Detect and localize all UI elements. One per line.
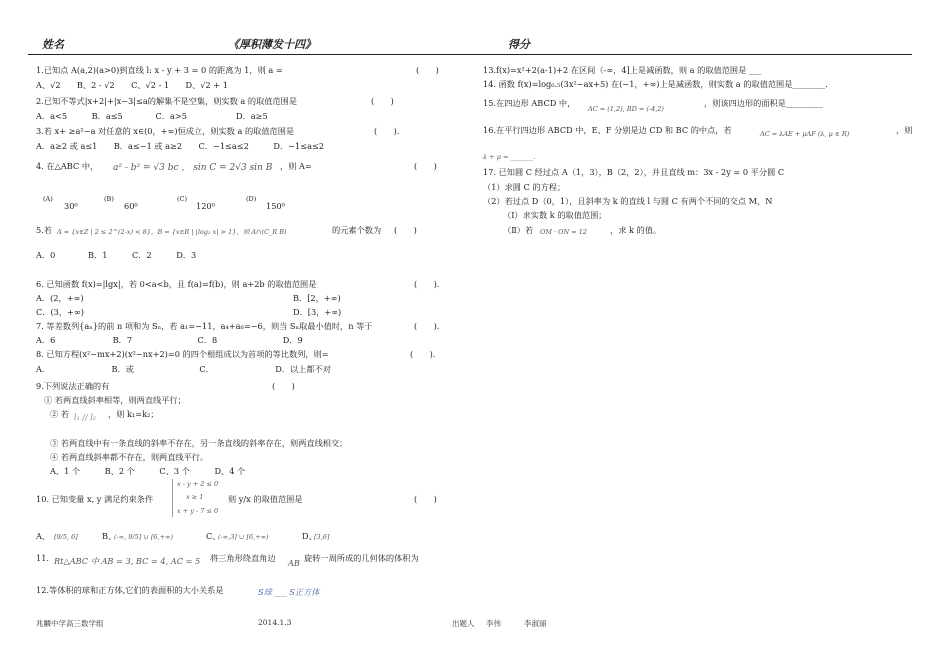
answer-paren: ( ) bbox=[272, 381, 295, 391]
question-4-formula: a² - b² = √3 bc ， sin C = 2√3 sin B bbox=[113, 163, 273, 173]
statement-4: ④ 若两直线斜率都不存在，则两直线平行。 bbox=[50, 452, 209, 462]
option-b-value: (-∞, 9/5] ∪ [6,+∞) bbox=[114, 533, 173, 541]
option-d-label: (D) bbox=[246, 195, 257, 203]
option-b-value: 60⁰ bbox=[124, 201, 138, 211]
question-10-tail: 则 y/x 的取值范围是 bbox=[228, 494, 303, 504]
footer-author-1: 李伟 bbox=[486, 619, 501, 628]
constraint-3: x + y - 7 ≤ 0 bbox=[177, 507, 219, 515]
question-17: 17. 已知圆 C 经过点 A（1，3），B（2，2），并且直线 m：3x - 2y = 0 平分圆 C bbox=[483, 167, 785, 177]
question-11-formula: Rt△ABC 中 AB = 3, BC = 4, AC = 5 bbox=[54, 556, 201, 566]
option-b-label: (B) bbox=[104, 195, 114, 203]
question-10: 10. 已知变量 x, y 满足约束条件 bbox=[36, 494, 154, 504]
option-b: B．[2，+∞) bbox=[293, 293, 341, 303]
question-17-formula: OM · ON = 12 bbox=[540, 228, 588, 236]
question-8-options: A． B．或 C． D．以上都不对 bbox=[36, 364, 331, 374]
option-d-value: 150⁰ bbox=[266, 201, 285, 211]
answer-paren: ( ) bbox=[416, 65, 439, 75]
question-5-formula: A = {x∈Z | 2 ≤ 2^(2-x) < 8}，B = {x∈R | |log₂ x| > 1}，则 A∩(C_R B) bbox=[57, 228, 287, 236]
question-16-formula: AC = λAE + μAF (λ, μ ∈ R) bbox=[760, 130, 850, 138]
question-15: 15.在四边形 ABCD 中， bbox=[483, 98, 576, 108]
question-7-options: A．6 B．7 C．8 D．9 bbox=[36, 335, 303, 345]
question-11-end: 旋转一周所成的几何体的体积为 bbox=[304, 553, 419, 563]
question-15-tail: ，则该四边形的面积是_________ bbox=[704, 98, 823, 108]
question-5: 5.若 bbox=[36, 225, 52, 235]
statement-1: ① 若两直线斜率相等，则两直线平行； bbox=[44, 395, 186, 405]
answer-paren: ( ) bbox=[414, 494, 437, 504]
constraint-1: x - y + 2 ≤ 0 bbox=[177, 480, 219, 488]
option-d-label: D、 bbox=[302, 531, 317, 541]
answer-paren: ( ). bbox=[414, 279, 440, 289]
option-d: D．[3，+∞) bbox=[293, 307, 342, 317]
question-17-part-2-i: （Ⅰ）求实数 k 的取值范围； bbox=[503, 210, 607, 220]
question-4-tail: ，则 A= bbox=[280, 161, 312, 171]
statement-2-tail: ，则 k₁=k₂； bbox=[108, 409, 159, 419]
question-8: 8. 已知方程(x²−mx+2)(x²−nx+2)=0 的四个根组成以为首项的等比数列，则= bbox=[36, 349, 329, 359]
option-c: C．(3，+∞) bbox=[36, 307, 84, 317]
question-2: 2.已知不等式|x+2|+|x−3|≤a的解集不是空集，则实数 a 的取值范围是 bbox=[36, 96, 298, 106]
question-7: 7. 等差数列{aₙ}的前 n 项和为 Sₙ，若 a₁=−11，a₄+a₆=−6，则当 Sₙ取最小值时，n 等于 bbox=[36, 321, 373, 331]
score-label: 得分 bbox=[508, 38, 530, 51]
question-11-tail: 将三角形绕直角边 bbox=[210, 553, 276, 563]
constraint-2: x ≥ 1 bbox=[186, 493, 204, 501]
option-a-value: [9/5, 6] bbox=[54, 533, 78, 541]
name-label: 姓名 bbox=[42, 38, 64, 51]
option-c-label: (C) bbox=[177, 195, 188, 203]
answer-paren: ( ) bbox=[414, 161, 437, 171]
option-c-label: C、 bbox=[206, 531, 221, 541]
question-1-options: A、√2 B、2 - √2 C、√2 - 1 D、√2 + 1 bbox=[36, 80, 228, 90]
option-d-value: [3,6] bbox=[314, 533, 330, 541]
page-title: 《厚积薄发十四》 bbox=[228, 38, 316, 51]
question-5-tail: 的元素个数为 bbox=[332, 225, 382, 235]
option-b-label: B、 bbox=[102, 531, 117, 541]
option-a-value: 30⁰ bbox=[64, 201, 78, 211]
question-11-edge: AB bbox=[288, 558, 300, 568]
answer-paren: ( ). bbox=[410, 349, 436, 359]
header-rule bbox=[28, 54, 912, 55]
option-a-label: (A) bbox=[43, 195, 53, 203]
option-c-value: 120⁰ bbox=[196, 201, 215, 211]
answer-paren: ( ). bbox=[414, 321, 440, 331]
answer-paren: ( ) bbox=[394, 225, 417, 235]
option-a-label: A、 bbox=[36, 531, 51, 541]
footer-school: 兆麟中学高三数学组 bbox=[36, 619, 104, 628]
question-3: 3.若 x+ ≥a²−a 对任意的 x∈(0，+∞)恒成立，则实数 a 的取值范围是 bbox=[36, 126, 295, 136]
answer-paren: ( ). bbox=[374, 126, 400, 136]
question-3-options: A．a≥2 或 a≤1 B．a≤−1 或 a≥2 C．−1≤a≤2 D．−1≤a≤2 bbox=[36, 141, 325, 151]
question-2-options: A．a<5 B．a≤5 C．a>5 D．a≥5 bbox=[36, 111, 268, 121]
footer-author-label: 出题人 bbox=[452, 619, 475, 628]
option-c-value: (-∞,3] ∪ [6,+∞) bbox=[218, 533, 269, 541]
statement-2: ② 若 bbox=[50, 409, 69, 419]
question-17-part-1: （1）求圆 C 的方程； bbox=[483, 182, 566, 192]
statement-3: ③ 若两直线中有一条直线的斜率不存在，另一条直线的斜率存在，则两直线相交； bbox=[50, 438, 348, 448]
brace bbox=[172, 479, 174, 517]
answer-paren: ( ) bbox=[371, 96, 394, 106]
question-4: 4. 在△ABC 中， bbox=[36, 161, 99, 171]
question-15-formula: AC = (1,2), BD = (-4,2) bbox=[588, 105, 664, 113]
question-16-line2: λ + μ = _______. bbox=[483, 153, 536, 161]
question-6: 6. 已知函数 f(x)=|lgx|，若 0<a<b，且 f(a)=f(b)，则 a+2b 的取值范围是 bbox=[36, 279, 317, 289]
question-11: 11. bbox=[36, 553, 50, 563]
question-13: 13.f(x)=x²+2(a-1)+2 在区间（-∞，4]上是减函数，则 a 的取值范围是 ___ bbox=[483, 65, 762, 75]
footer-date: 2014.1.3 bbox=[258, 618, 292, 627]
option-a: A．(2，+∞) bbox=[36, 293, 84, 303]
statement-2-formula: l₁ // l₂ bbox=[74, 413, 97, 422]
question-17-part-2: （2）若过点 D（0，1），且斜率为 k 的直线 l 与圆 C 有两个不同的交点 M，N bbox=[483, 196, 773, 206]
question-9-options: A、1 个 B、2 个 C、3 个 D、4 个 bbox=[50, 466, 246, 476]
question-16-tail: ，则 bbox=[896, 125, 913, 135]
question-17-part-2-ii: （Ⅱ）若 bbox=[503, 225, 534, 235]
question-5-options: A．0 B．1 C．2 D．3 bbox=[36, 250, 197, 260]
question-17-tail: ，求 k 的值。 bbox=[610, 225, 662, 235]
question-16: 16.在平行四边形 ABCD 中，E、F 分别是边 CD 和 BC 的中点，若 bbox=[483, 125, 732, 135]
question-12-formula: S球 ___ S正方体 bbox=[258, 587, 320, 597]
question-1: 1.已知点 A(a,2)(a>0)到直线 l: x - y + 3 = 0 的距离为 1，则 a = bbox=[36, 65, 283, 75]
footer-author-2: 李淑丽 bbox=[524, 619, 547, 628]
question-9: 9.下列说法正确的有 bbox=[36, 381, 110, 391]
question-12: 12.等体积的球和正方体,它们的表面积的大小关系是 bbox=[36, 585, 224, 595]
question-14: 14. 函数 f(x)=log₀.₅(3x²−ax+5) 在(−1，+∞)上是减函数，则实数 a 的取值范围是________. bbox=[483, 79, 828, 89]
